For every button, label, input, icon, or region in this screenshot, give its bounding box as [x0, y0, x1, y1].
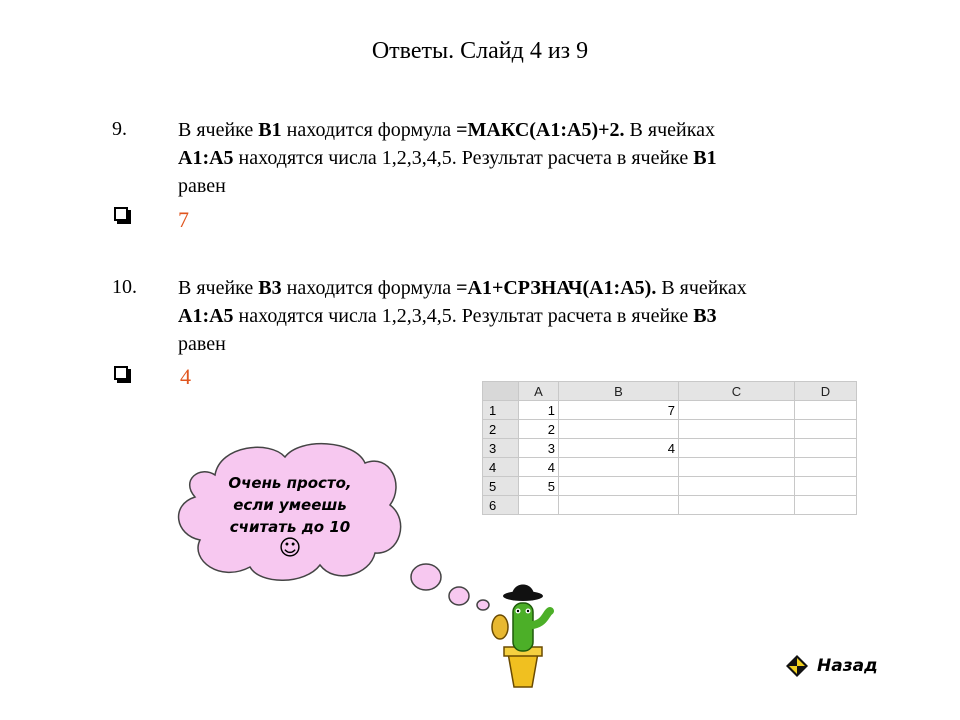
- thought-bubble-text: [205, 472, 375, 560]
- cell: 4: [519, 458, 559, 477]
- bubble-line-2: если умеешь: [233, 496, 347, 514]
- column-header-d: D: [795, 382, 857, 401]
- spreadsheet-header-row: [483, 382, 857, 401]
- q9-range: A1:A5: [178, 147, 234, 169]
- cactus-icon: [492, 585, 550, 688]
- q9-result-cell: B1: [693, 147, 717, 169]
- q10-line1-c: находится формула: [281, 277, 457, 299]
- q9-line1-a: В ячейке: [178, 119, 259, 141]
- q10-line1-a: В ячейке: [178, 277, 259, 299]
- slide-title: Ответы. Слайд 4 из 9: [371, 38, 589, 64]
- spreadsheet-corner: [483, 382, 519, 401]
- question-9-text: [178, 116, 878, 200]
- thought-bubble-dot-small: [477, 600, 489, 610]
- row-header: 3: [483, 439, 519, 458]
- cell: [795, 401, 857, 420]
- row-header: 1: [483, 401, 519, 420]
- cell: [795, 458, 857, 477]
- q9-formula: =МАКС(A1:A5)+2.: [456, 119, 625, 141]
- thought-bubble-dot-medium: [449, 587, 469, 605]
- q10-line1-e: В ячейках: [656, 277, 747, 299]
- cell: [795, 477, 857, 496]
- q9-line1-e: В ячейках: [624, 119, 716, 141]
- smiley-icon: ☺: [278, 536, 302, 561]
- column-header-c: C: [679, 382, 795, 401]
- bubble-line-3: считать до 10: [229, 518, 351, 536]
- question-9-answer: 7: [178, 207, 189, 232]
- cell: [795, 496, 857, 515]
- question-9-number: 9.: [112, 118, 127, 140]
- question-10-number: 10.: [112, 276, 137, 298]
- q9-line3: равен: [178, 175, 226, 197]
- q9-cell-ref: B1: [258, 119, 282, 141]
- q9-line1-c: находится формула: [281, 119, 457, 141]
- cell: 4: [559, 439, 679, 458]
- cell: 3: [519, 439, 559, 458]
- cell: [679, 458, 795, 477]
- column-header-b: B: [559, 382, 679, 401]
- cell: [679, 420, 795, 439]
- cell: [679, 496, 795, 515]
- thought-bubble-dot-large: [411, 564, 441, 590]
- cell: 5: [519, 477, 559, 496]
- q9-line2-b: находятся числа 1,2,3,4,5. Результат расчета в ячейке: [233, 147, 694, 169]
- row-header: 4: [483, 458, 519, 477]
- q10-range: A1:A5: [178, 305, 234, 327]
- question-10-answer: 4: [180, 364, 191, 389]
- cell: [679, 401, 795, 420]
- q10-cell-ref: B3: [258, 277, 282, 299]
- answer-bullet-icon: [114, 366, 128, 380]
- back-arrow-icon: [785, 654, 809, 678]
- table-row: [483, 401, 857, 420]
- q10-line2-b: находятся числа 1,2,3,4,5. Результат расчета в ячейке: [233, 305, 694, 327]
- cell: [795, 420, 857, 439]
- answer-bullet-icon: [114, 207, 128, 221]
- question-10-text: [178, 274, 878, 358]
- row-header: 5: [483, 477, 519, 496]
- cell: [679, 439, 795, 458]
- cell: [795, 439, 857, 458]
- row-header: 6: [483, 496, 519, 515]
- bubble-line-1: Очень просто,: [228, 474, 352, 492]
- cell: 7: [559, 401, 679, 420]
- row-header: 2: [483, 420, 519, 439]
- cell: 2: [519, 420, 559, 439]
- back-button-label: Назад: [817, 656, 878, 676]
- column-header-a: A: [519, 382, 559, 401]
- q10-result-cell: B3: [693, 305, 717, 327]
- q10-line3: равен: [178, 333, 226, 355]
- back-button[interactable]: [785, 654, 878, 678]
- q10-formula: =A1+СРЗНАЧ(A1:A5).: [456, 277, 657, 299]
- cell: [679, 477, 795, 496]
- cell: 1: [519, 401, 559, 420]
